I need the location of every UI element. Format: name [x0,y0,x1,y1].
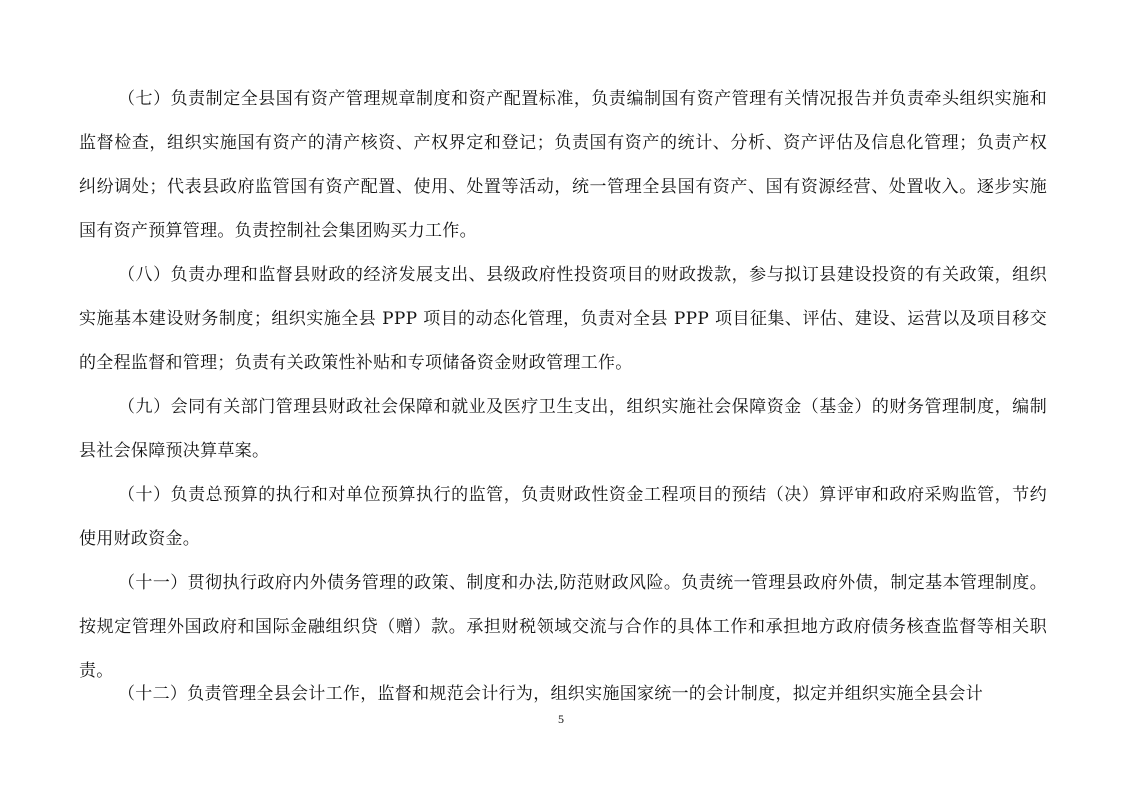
paragraph-11: （十一）贯彻执行政府内外债务管理的政策、制度和办法,防范财政风险。负责统一管理县政府外债，制定基本管理制度。按规定管理外国政府和国际金融组织贷（赠）款。承担财税领域交流与合作的具体工作和承担地方政府债务核查监督等相关职责。 [79,573,1047,681]
paragraph-7: （七）负责制定全县国有资产管理规章制度和资产配置标准，负责编制国有资产管理有关情况报告并负责牵头组织实施和监督检查，组织实施国有资产的清产核资、产权界定和登记；负责国有资产的统计、分析、资产评估及信息化管理；负责产权纠纷调处；代表县政府监管国有资产配置、使用、处置等活动，统一管理全县国有资产、国有资源经营、处置收入。逐步实施国有资产预算管理。负责控制社会集团购买力工作。 [79,89,1047,241]
page-number: 5 [558,712,564,726]
paragraph-10: （十）负责总预算的执行和对单位预算执行的监管，负责财政性资金工程项目的预结（决）算评审和政府采购监管，节约使用财政资金。 [79,485,1047,549]
paragraph-12: （十二）负责管理全县会计工作，监督和规范会计行为，组织实施国家统一的会计制度，拟定并组织实施全县会计 [118,684,983,704]
paragraph-8: （八）负责办理和监督县财政的经济发展支出、县级政府性投资项目的财政拨款，参与拟订县建设投资的有关政策，组织实施基本建设财务制度；组织实施全县 PPP 项目的动态化管理，负责对全县 PPP 项目征集、评估、建设、运营以及项目移交的全程监督和管理；负责有关政策性补贴和专项储备资金财政管理工作。 [79,265,1047,373]
paragraph-9: （九）会同有关部门管理县财政社会保障和就业及医疗卫生支出，组织实施社会保障资金（基金）的财务管理制度，编制县社会保障预决算草案。 [79,397,1047,461]
